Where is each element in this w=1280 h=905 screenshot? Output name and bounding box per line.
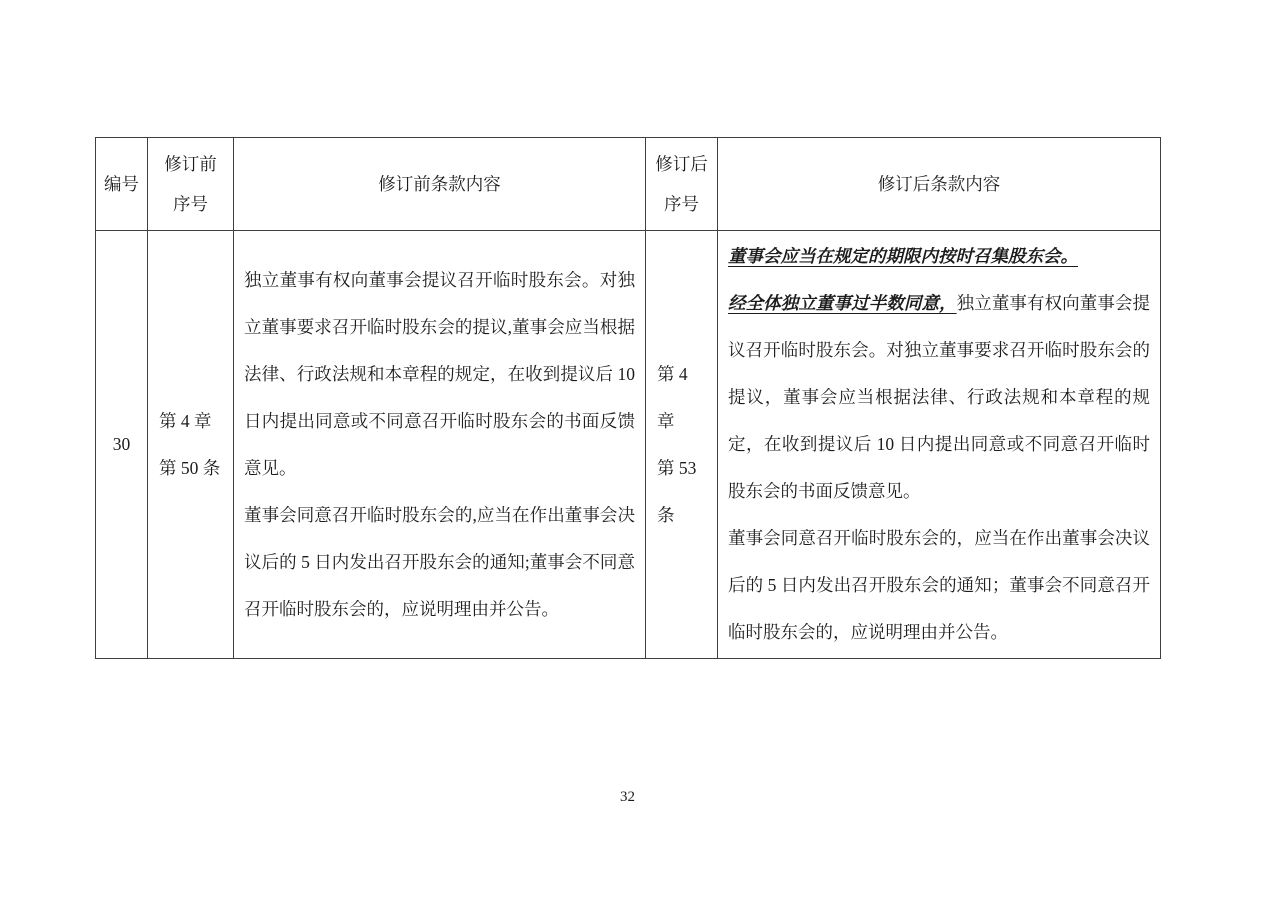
header-post-content-label: 修订后条款内容 <box>877 174 1001 194</box>
pre-paragraph: 董事会同意召开临时股东会的,应当在作出董事会决议后的 5 日内发出召开股东会的通知;董事会不同意召开临时股东会的，应说明理由并公告。 <box>244 504 635 619</box>
header-post-content <box>718 138 1161 231</box>
pre-content-cell <box>234 231 646 659</box>
post-paragraph <box>728 233 1150 280</box>
post-no-line: 条 <box>657 504 675 525</box>
header-pre-content <box>234 138 646 231</box>
post-paragraph-text: 董事会同意召开临时股东会的，应当在作出董事会决议后的 5 日内发出召开股东会的通知；董事会不同意召开临时股东会的，应说明理由并公告。 <box>728 528 1150 642</box>
post-paragraph-text: 独立董事有权向董事会提议召开临时股东会。对独立董事要求召开临时股东会的提议，董事会应当根据法律、行政法规和本章程的规定，在收到提议后 10 日内提出同意或不同意召开临时股东会的书面反馈意见。 <box>728 293 1151 501</box>
table-row <box>96 231 1161 659</box>
header-post-no-line2: 序号 <box>664 194 699 214</box>
row-id-value: 30 <box>112 434 131 454</box>
header-pre-no <box>148 138 234 231</box>
header-pre-no-line1: 修订前 <box>164 154 217 174</box>
header-post-no-line1: 修订后 <box>655 154 708 174</box>
post-paragraph <box>728 280 1150 515</box>
pre-no-line: 第 4 章 <box>159 410 212 431</box>
pre-no-cell <box>148 231 234 659</box>
header-pre-no-line2: 序号 <box>173 194 208 214</box>
post-content-cell <box>718 231 1161 659</box>
post-no-line: 第 4 章 <box>657 363 688 431</box>
header-post-no <box>646 138 718 231</box>
table-header-row <box>96 138 1161 231</box>
post-no-line: 第 53 <box>657 457 697 478</box>
header-id-label: 编号 <box>104 174 139 194</box>
header-id <box>96 138 148 231</box>
pre-no-line: 第 50 条 <box>159 457 221 478</box>
revised-emphasis-text: 经全体独立董事过半数同意， <box>728 293 957 313</box>
post-paragraph <box>728 515 1150 656</box>
pre-paragraph: 独立董事有权向董事会提议召开临时股东会。对独立董事要求召开临时股东会的提议,董事会应当根据法律、行政法规和本章程的规定，在收到提议后 10 日内提出同意或不同意召开临时股东会的书面反馈意见。 <box>244 269 635 478</box>
post-no-cell <box>646 231 718 659</box>
revised-emphasis-text: 董事会应当在规定的期限内按时召集股东会。 <box>728 246 1078 266</box>
header-pre-content-label: 修订前条款内容 <box>378 174 501 194</box>
row-id-cell <box>96 231 148 659</box>
revision-comparison-table <box>95 137 1161 659</box>
page-number: 32 <box>620 789 635 805</box>
